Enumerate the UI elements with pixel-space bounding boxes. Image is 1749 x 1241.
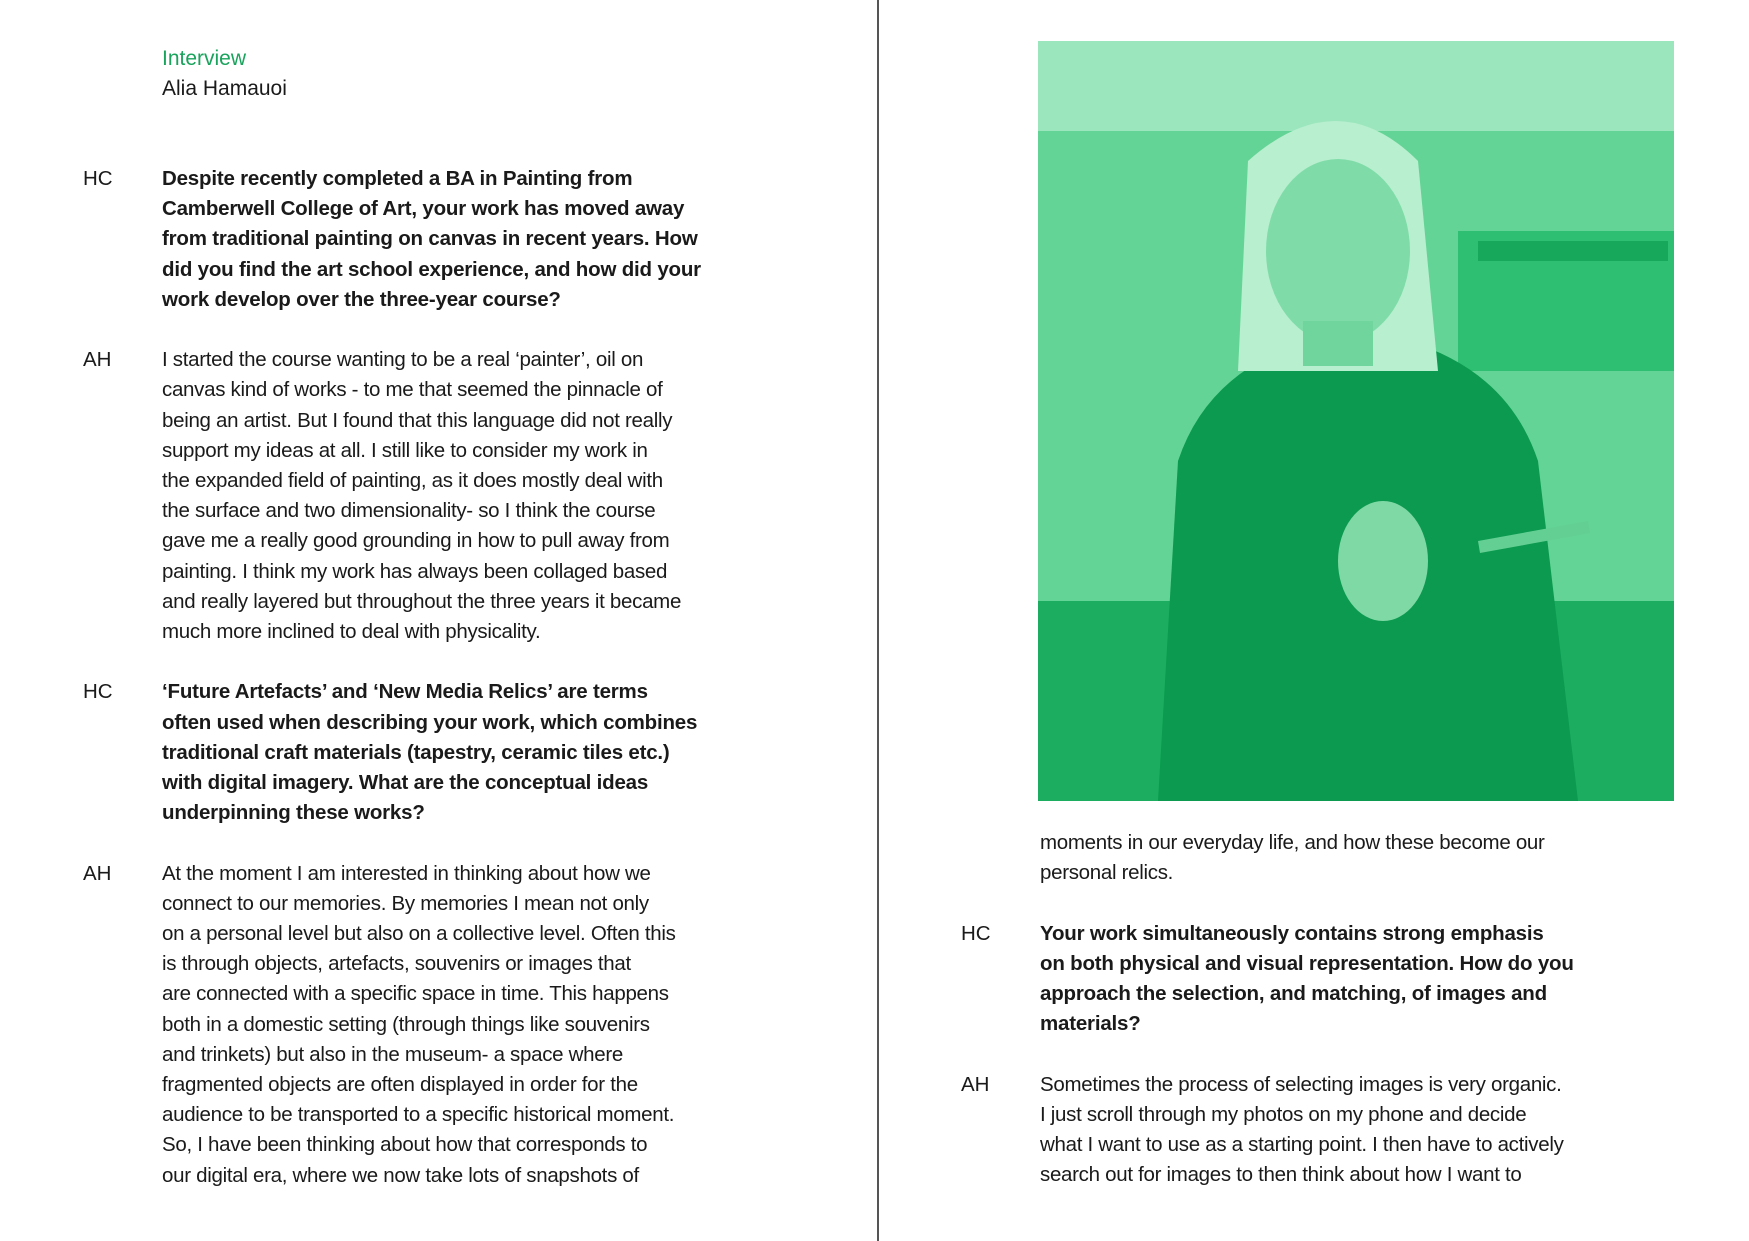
text-line: the expanded field of painting, as it does mostly deal with — [162, 468, 663, 492]
text-line: from traditional painting on canvas in recent years. How — [162, 227, 698, 251]
speaker-initials: AH — [83, 348, 112, 372]
text-line: approach the selection, and matching, of images and — [1040, 981, 1547, 1005]
text-line: support my ideas at all. I still like to consider my work in — [162, 438, 648, 462]
text-line: is through objects, artefacts, souvenirs or images that — [162, 952, 631, 976]
text-line: painting. I think my work has always been collaged based — [162, 559, 668, 583]
section-kicker: Interview — [162, 47, 247, 70]
text-line: underpinning these works? — [162, 801, 425, 825]
speaker-initials: AH — [961, 1072, 990, 1096]
text-line: and really layered but throughout the three years it became — [162, 589, 682, 613]
speaker-initials: HC — [961, 921, 991, 945]
text-line: the surface and two dimensionality- so I think the course — [162, 499, 656, 523]
text-line: I started the course wanting to be a real ‘painter’, oil on — [162, 348, 644, 372]
text-line: personal relics. — [1040, 861, 1174, 885]
text-line: audience to be transported to a specific historical moment. — [162, 1103, 675, 1127]
text-line: gave me a really good grounding in how to pull away from — [162, 529, 670, 553]
text-line: much more inclined to deal with physicality. — [162, 619, 541, 643]
text-line: Camberwell College of Art, your work has moved away — [162, 197, 685, 221]
text-line: Sometimes the process of selecting images is very organic. — [1040, 1072, 1562, 1096]
text-line: with digital imagery. What are the conceptual ideas — [162, 770, 649, 794]
text-line: on both physical and visual representation. How do you — [1040, 951, 1574, 975]
text-line: materials? — [1040, 1012, 1141, 1036]
portrait-photo — [1038, 41, 1674, 801]
text-line: and trinkets) but also in the museum- a space where — [162, 1042, 623, 1066]
text-line: At the moment I am interested in thinking about how we — [162, 861, 651, 885]
text-line: connect to our memories. By memories I mean not only — [162, 891, 649, 915]
speaker-initials: HC — [83, 167, 113, 190]
text-line: both in a domestic setting (through things like souvenirs — [162, 1012, 650, 1036]
text-line: search out for images to then think about how I want to — [1040, 1163, 1522, 1187]
page-gutter-divider — [877, 0, 879, 1241]
text-line: canvas kind of works - to me that seemed the pinnacle of — [162, 378, 663, 402]
text-line: So, I have been thinking about how that corresponds to — [162, 1133, 648, 1157]
text-line: Your work simultaneously contains strong emphasis — [1040, 921, 1544, 945]
text-line: being an artist. But I found that this language did not really — [162, 408, 673, 432]
text-line: did you find the art school experience, and how did your — [162, 257, 701, 281]
text-line: work develop over the three-year course? — [162, 287, 561, 311]
speaker-initials: AH — [83, 861, 112, 885]
text-line: what I want to use as a starting point. I then have to actively — [1040, 1132, 1564, 1156]
interviewee-name: Alia Hamauoi — [162, 77, 287, 100]
text-line: our digital era, where we now take lots of snapshots of — [162, 1163, 639, 1187]
text-line: on a personal level but also on a collective level. Often this — [162, 921, 676, 945]
text-line: Despite recently completed a BA in Painting from — [162, 167, 633, 190]
speaker-initials: HC — [83, 680, 113, 704]
text-line: are connected with a specific space in time. This happens — [162, 982, 669, 1006]
text-line: moments in our everyday life, and how these become our — [1040, 831, 1545, 854]
text-line: fragmented objects are often displayed in order for the — [162, 1072, 638, 1096]
text-line: often used when describing your work, which combines — [162, 710, 698, 734]
text-line: traditional craft materials (tapestry, ceramic tiles etc.) — [162, 740, 670, 764]
text-line: I just scroll through my photos on my phone and decide — [1040, 1102, 1527, 1126]
text-line: ‘Future Artefacts’ and ‘New Media Relics’ are terms — [162, 680, 648, 704]
